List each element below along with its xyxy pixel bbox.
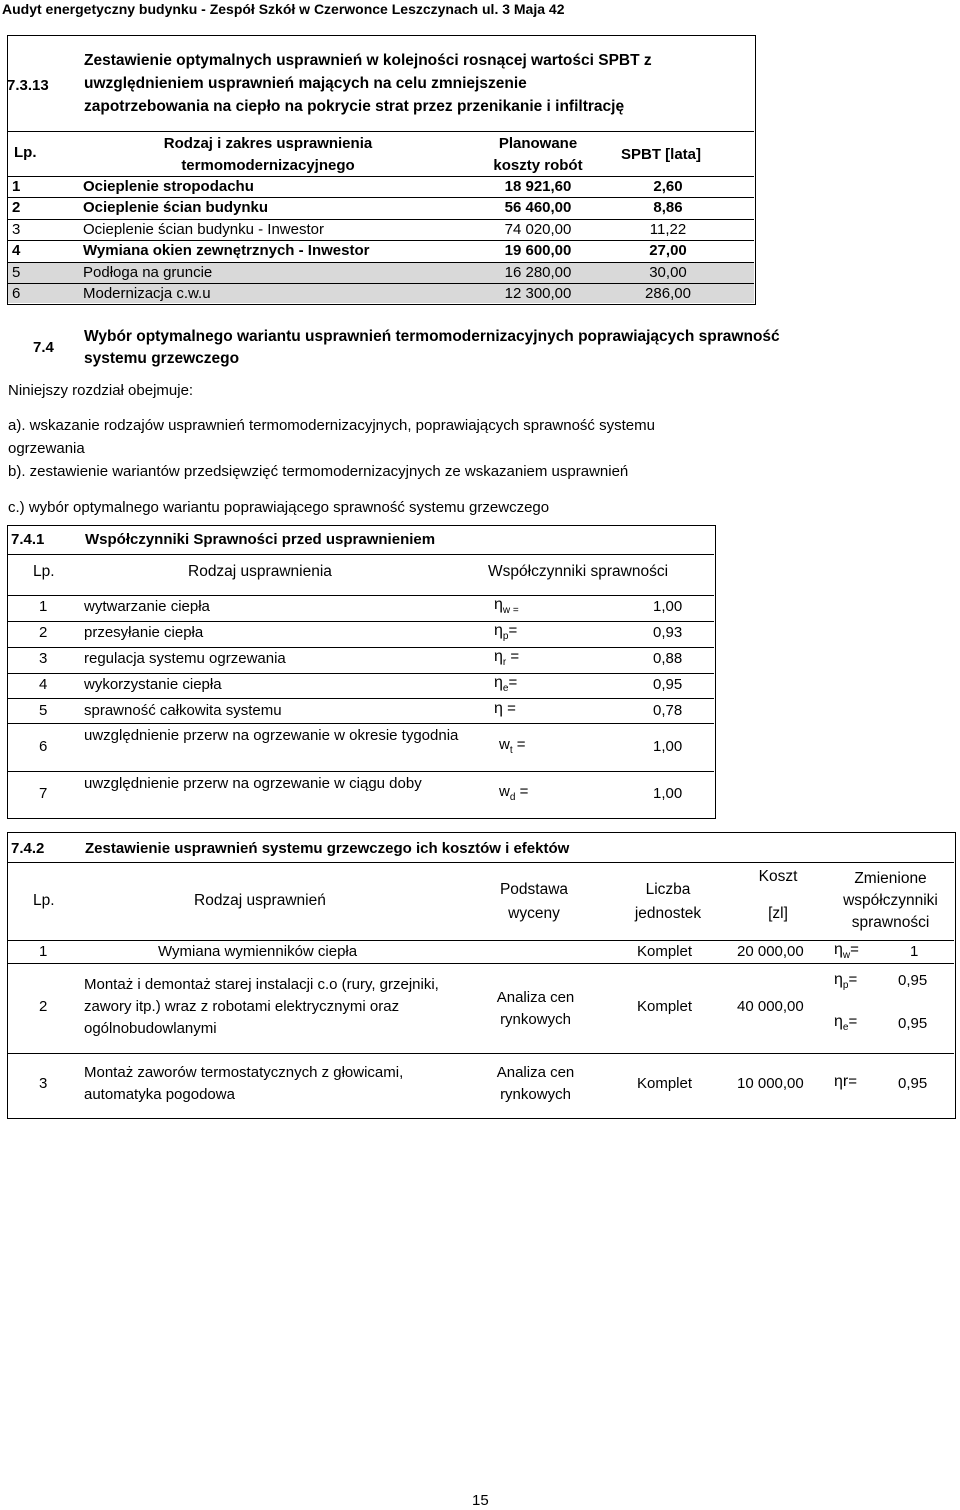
section-number: 7.3.13 bbox=[7, 77, 49, 94]
rule bbox=[8, 621, 714, 622]
row-1-cost: 18 921,60 bbox=[504, 178, 572, 195]
imp-row-2-coef-2: $\eta_e=$ bbox=[834, 1013, 858, 1033]
eff-row-7-name: uwzględnienie przerw na ogrzewanie w ciągu doby bbox=[84, 775, 422, 792]
row-4-lp: 4 bbox=[12, 242, 21, 259]
rule bbox=[8, 647, 714, 648]
section-7-4-number: 7.4 bbox=[33, 339, 54, 356]
row-2-spbt: 8,86 bbox=[653, 199, 683, 216]
imp-row-2-basis: Analiza cen rynkowych bbox=[496, 989, 575, 1028]
imp-row-2-coef-1: $\eta_p=$ bbox=[834, 971, 858, 991]
row-3-spbt: 11,22 bbox=[649, 221, 687, 238]
imp-row-2-coef-1-value: 0,95 bbox=[898, 972, 928, 989]
row-5-lp: 5 bbox=[12, 264, 21, 281]
section-7-4-item-b: b). zestawienie wariantów przedsięwzięć termomodernizacyjnych ze wskazaniem usprawnień bbox=[8, 463, 629, 480]
section-7-4-item-c: c.) wybór optymalnego wariantu poprawiającego sprawność systemu grzewczego bbox=[8, 499, 550, 516]
section-7-4-1 bbox=[7, 525, 716, 819]
imp-row-3-name: Montaż zaworów termostatycznych z głowicami, automatyka pogodowa bbox=[84, 1064, 404, 1103]
col-coef-header: Współczynniki sprawności bbox=[488, 563, 669, 580]
eff-row-2-lp: 2 bbox=[39, 624, 48, 641]
eff-row-5-symbol: η = bbox=[494, 700, 516, 717]
section-7-4-title-2: systemu grzewczego bbox=[84, 350, 240, 367]
imp-row-3-units: Komplet bbox=[637, 1075, 693, 1092]
rule bbox=[8, 595, 714, 596]
rule bbox=[8, 723, 714, 724]
col-basis-header-2: wyceny bbox=[508, 905, 560, 922]
section-7-4-1-title: Współczynniki Sprawności przed usprawnieniem bbox=[85, 531, 436, 548]
imp-row-2-coef-2-value: 0,95 bbox=[898, 1015, 928, 1032]
imp-row-1-cost: 20 000,00 bbox=[737, 943, 804, 960]
eff-row-2-value: 0,93 bbox=[653, 624, 683, 641]
imp-row-1-units: Komplet bbox=[637, 943, 693, 960]
eff-row-4-name: wykorzystanie ciepła bbox=[84, 676, 222, 693]
eff-row-7-value: 1,00 bbox=[653, 785, 683, 802]
section-7-4-2-title: Zestawienie usprawnień systemu grzewczego ich kosztów i efektów bbox=[85, 840, 570, 857]
eff-row-7-lp: 7 bbox=[39, 785, 48, 802]
col-cost-header-2: koszty robót bbox=[493, 157, 583, 174]
row-6-lp: 6 bbox=[12, 285, 21, 302]
rule bbox=[8, 771, 714, 772]
rule bbox=[8, 197, 754, 198]
row-1-spbt: 2,60 bbox=[653, 178, 683, 195]
row-3-name: Ocieplenie ścian budynku - Inwestor bbox=[83, 221, 324, 238]
col-units-header-1: Liczba bbox=[645, 881, 691, 898]
section-7-4-2 bbox=[7, 832, 956, 1119]
col-units-header-2: jednostek bbox=[634, 905, 702, 922]
imp-row-3-basis: Analiza cen rynkowych bbox=[496, 1064, 575, 1103]
row-2-name: Ocieplenie ścian budynku bbox=[83, 199, 269, 216]
rule bbox=[8, 940, 954, 941]
col-type-header-1: Rodzaj i zakres usprawnienia bbox=[163, 135, 373, 152]
row-2-cost: 56 460,00 bbox=[504, 199, 572, 216]
eff-row-1-symbol: $\eta_{w =}$ bbox=[494, 596, 519, 616]
eff-row-6-name: uwzględnienie przerw na ogrzewanie w okresie tygodnia bbox=[84, 727, 459, 744]
col-cost-header-1: Planowane bbox=[498, 135, 578, 152]
col-cost-header-2: [zl] bbox=[768, 905, 788, 922]
row-1-name: Ocieplenie stropodachu bbox=[83, 178, 254, 195]
col-spbt-header: SPBT [lata] bbox=[621, 146, 702, 163]
section-7-4-2-number: 7.4.2 bbox=[11, 840, 45, 857]
rule bbox=[8, 131, 754, 132]
col-changed-header-1: Zmienione bbox=[854, 870, 927, 887]
row-5-spbt: 30,00 bbox=[649, 264, 687, 281]
row-2-lp: 2 bbox=[12, 199, 21, 216]
section-7-4-intro: Niniejszy rozdział obejmuje: bbox=[8, 382, 194, 399]
section-7-4-item-a-2: ogrzewania bbox=[8, 440, 85, 457]
eff-row-2-symbol: $\eta_p=$ bbox=[494, 622, 518, 642]
eff-row-5-name: sprawność całkowita systemu bbox=[84, 702, 282, 719]
eff-row-6-value: 1,00 bbox=[653, 738, 683, 755]
section-7-4-item-a-1: a). wskazanie rodzajów usprawnień termomodernizacyjnych, poprawiających sprawność systemu bbox=[8, 417, 655, 434]
imp-row-2-lp: 2 bbox=[39, 998, 48, 1015]
section-title-line1: Zestawienie optymalnych usprawnień w kolejności rosnącej wartości SPBT z bbox=[84, 52, 652, 69]
imp-row-1-lp: 1 bbox=[39, 943, 48, 960]
col-lp-header: Lp. bbox=[14, 144, 37, 161]
eff-row-4-lp: 4 bbox=[39, 676, 48, 693]
eff-row-6-lp: 6 bbox=[39, 738, 48, 755]
rule bbox=[8, 554, 714, 555]
rule bbox=[8, 862, 954, 863]
row-5-cost: 16 280,00 bbox=[504, 264, 572, 281]
col-changed-header-3: sprawności bbox=[851, 914, 930, 931]
eff-row-3-name: regulacja systemu ogrzewania bbox=[84, 650, 286, 667]
imp-row-2-units: Komplet bbox=[637, 998, 693, 1015]
col-lp-header: Lp. bbox=[33, 892, 55, 909]
section-7-3-13 bbox=[7, 35, 756, 305]
eff-row-3-symbol: $\eta_r$ = bbox=[494, 648, 520, 668]
rule bbox=[8, 963, 954, 964]
eff-row-5-value: 0,78 bbox=[653, 702, 683, 719]
imp-row-2-name: Montaż i demontaż starej instalacji c.o (rury, grzejniki, zawory itp.) wraz z robotami elektrycznymi oraz ogólnobudowlanymi bbox=[84, 976, 439, 1037]
eff-row-3-lp: 3 bbox=[39, 650, 48, 667]
imp-row-3-cost: 10 000,00 bbox=[737, 1075, 804, 1092]
imp-row-2-cost: 40 000,00 bbox=[737, 998, 804, 1015]
row-1-lp: 1 bbox=[12, 178, 21, 195]
col-type-header: Rodzaj usprawnienia bbox=[188, 563, 332, 580]
eff-row-4-value: 0,95 bbox=[653, 676, 683, 693]
imp-row-3-lp: 3 bbox=[39, 1075, 48, 1092]
rule bbox=[8, 283, 754, 284]
rule bbox=[8, 1053, 954, 1054]
rule bbox=[8, 240, 754, 241]
imp-row-3-coef: ηr= bbox=[834, 1073, 857, 1090]
col-basis-header-1: Podstawa bbox=[499, 881, 569, 898]
row-4-cost: 19 600,00 bbox=[504, 242, 572, 259]
row-4-name: Wymiana okien zewnętrznych - Inwestor bbox=[83, 242, 370, 259]
row-6-spbt: 286,00 bbox=[645, 285, 691, 302]
row-6-cost: 12 300,00 bbox=[504, 285, 572, 302]
row-5-name: Podłoga na gruncie bbox=[83, 264, 213, 281]
col-changed-header-2: współczynniki bbox=[843, 892, 938, 909]
rule bbox=[8, 673, 714, 674]
rule bbox=[8, 698, 714, 699]
imp-row-3-coef-value: 0,95 bbox=[898, 1075, 928, 1092]
col-lp-header: Lp. bbox=[33, 563, 55, 580]
row-3-lp: 3 bbox=[12, 221, 21, 238]
eff-row-1-lp: 1 bbox=[39, 598, 48, 615]
section-title-line3: zapotrzebowania na ciepło na pokrycie strat przez przenikanie i infiltrację bbox=[84, 98, 625, 115]
col-type-header-2: termomodernizacyjnego bbox=[181, 157, 355, 174]
rule bbox=[8, 262, 754, 263]
imp-row-1-coef: $\eta_w=$ bbox=[834, 941, 859, 961]
eff-row-1-name: wytwarzanie ciepła bbox=[84, 598, 210, 615]
imp-row-1-coef-value: 1 bbox=[910, 943, 919, 960]
row-6-name: Modernizacja c.w.u bbox=[83, 285, 211, 302]
section-title-line2: uwzględnieniem usprawnień mających na celu zmniejszenie bbox=[84, 75, 527, 92]
imp-row-1-name: Wymiana wymienników ciepła bbox=[158, 943, 358, 960]
eff-row-4-symbol: $\eta_e=$ bbox=[494, 674, 518, 694]
rule bbox=[8, 176, 754, 177]
eff-row-1-value: 1,00 bbox=[653, 598, 683, 615]
eff-row-5-lp: 5 bbox=[39, 702, 48, 719]
eff-row-2-name: przesyłanie ciepła bbox=[84, 624, 204, 641]
col-type-header: Rodzaj usprawnień bbox=[194, 892, 326, 909]
rule bbox=[8, 219, 754, 220]
col-cost-header-1: Koszt bbox=[758, 868, 798, 885]
section-7-4-title-1: Wybór optymalnego wariantu usprawnień termomodernizacyjnych poprawiających sprawność bbox=[84, 328, 780, 345]
page-header: Audyt energetyczny budynku - Zespół Szkół w Czerwonce Leszczynach ul. 3 Maja 42 bbox=[2, 1, 565, 17]
eff-row-3-value: 0,88 bbox=[653, 650, 683, 667]
row-4-spbt: 27,00 bbox=[649, 242, 687, 259]
page-number: 15 bbox=[472, 1492, 489, 1509]
section-7-4-1-number: 7.4.1 bbox=[11, 531, 45, 548]
eff-row-6-symbol: $w_t$ = bbox=[499, 736, 526, 756]
row-3-cost: 74 020,00 bbox=[504, 221, 572, 238]
eff-row-7-symbol: $w_d$ = bbox=[499, 783, 529, 803]
